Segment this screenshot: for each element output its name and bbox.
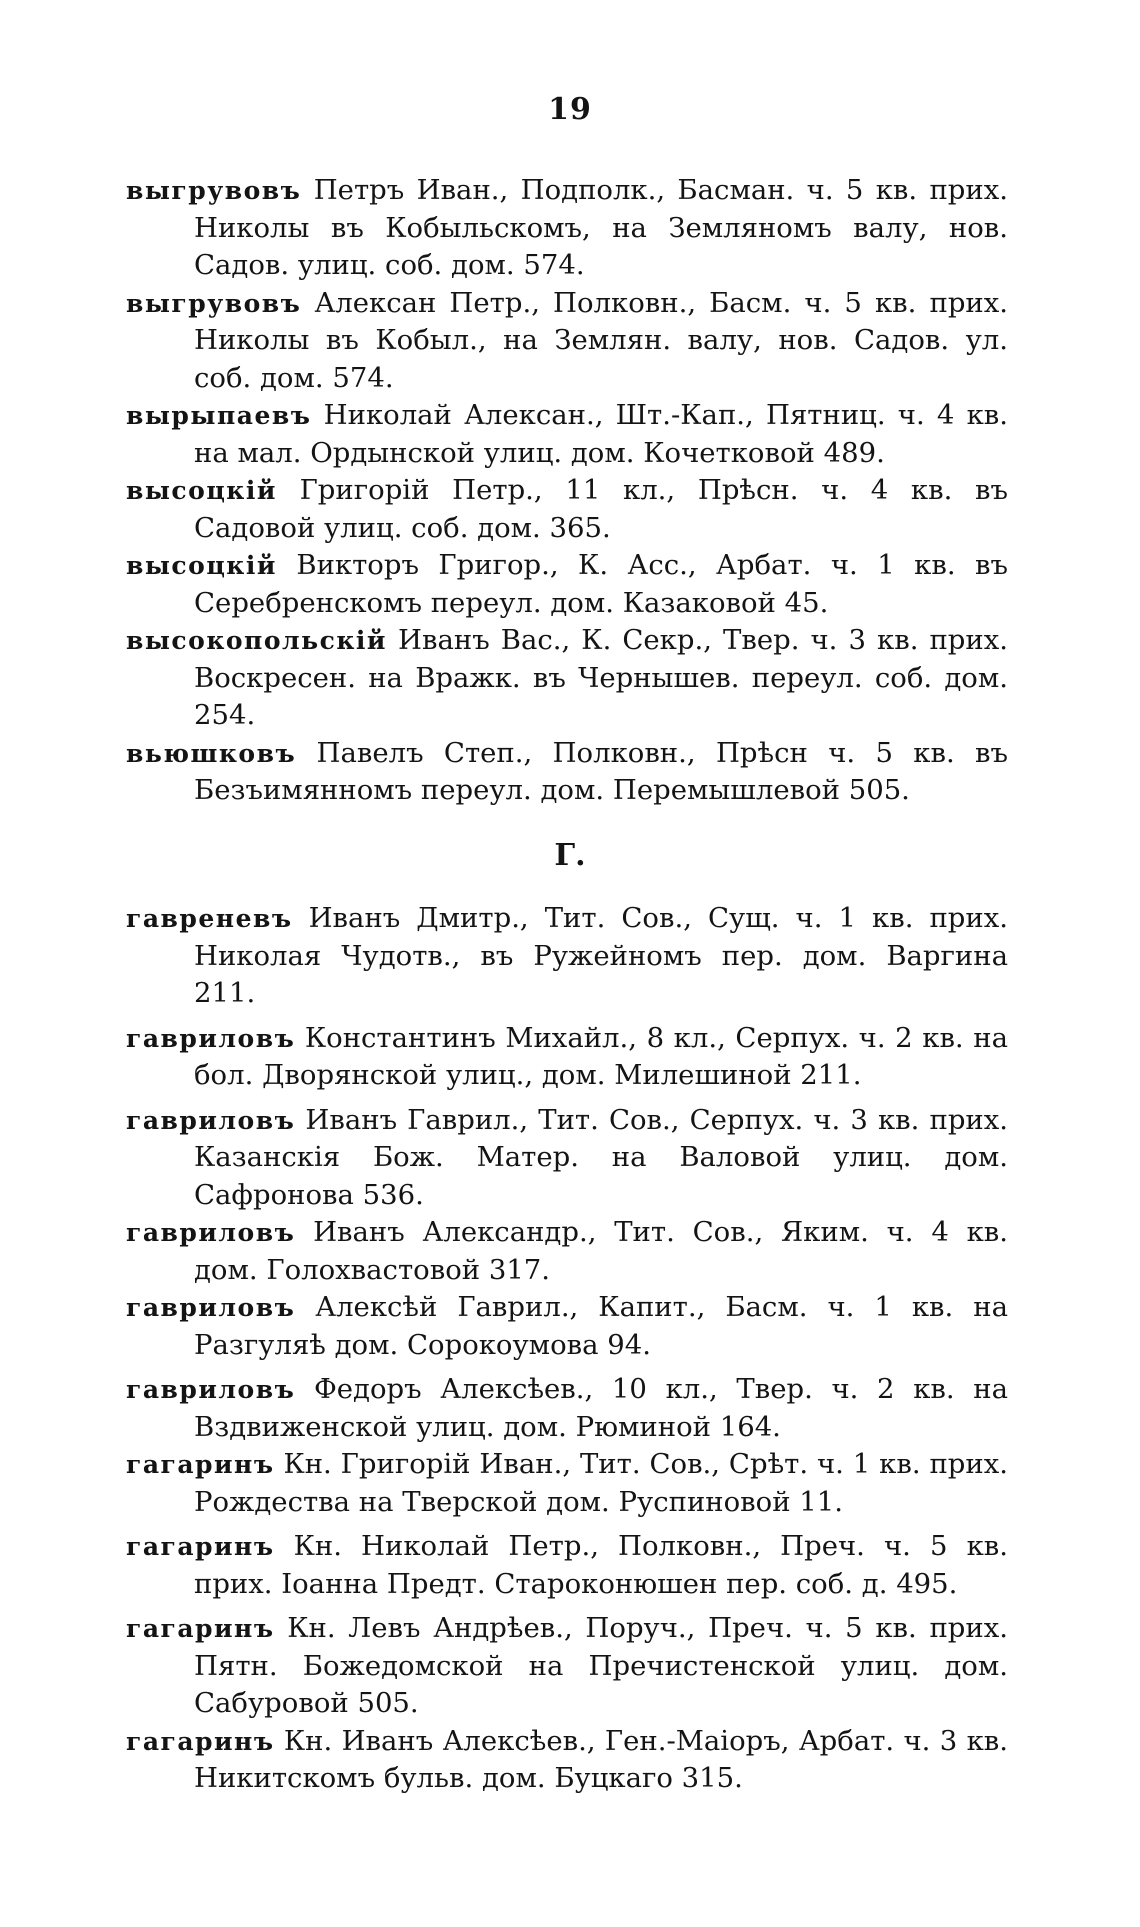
entry-surname: вьюшковъ	[126, 738, 297, 768]
entry-details: Константинъ Михайл., 8 кл., Серпух. ч. 2 кв. на бол. Дворянской улиц., дом. Милешиной 211.	[194, 1021, 1008, 1091]
directory-entry	[126, 172, 1008, 285]
entry-surname: гагаринъ	[126, 1450, 275, 1479]
entry-surname: гагаринъ	[126, 1726, 275, 1756]
entry-details: Федоръ Алексѣев., 10 кл., Твер. ч. 2 кв. на Вздвиженской улиц. дом. Рюминой 164.	[194, 1373, 1008, 1443]
entry-details: Кн. Иванъ Алексѣев., Ген.-Маіоръ, Арбат. ч. 3 кв. Никитскомъ бульв. дом. Буцкаго 315.	[194, 1724, 1009, 1794]
directory-entry	[126, 900, 1008, 1013]
directory-entry	[126, 472, 1008, 547]
entry-surname: высокопольскій	[126, 626, 387, 655]
entry-surname: гавриловъ	[126, 1293, 296, 1322]
entry-details: Николай Алексан., Шт.-Кап., Пятниц. ч. 4 кв. на мал. Ордынской улиц. дом. Кочетковой 489.	[194, 399, 1008, 469]
entry-details: Петръ Иван., Подполк., Басман. ч. 5 кв. прих. Николы въ Кобыльскомъ, на Земляномъ валу, нов. Садов. улиц. соб. дом. 574.	[194, 174, 1008, 281]
entry-surname: гавриловъ	[126, 1375, 296, 1404]
entries-after-section	[126, 900, 1008, 1798]
entry-surname: выгрувовъ	[126, 176, 302, 205]
entry-surname: гавриловъ	[126, 1218, 296, 1247]
directory-entry	[126, 1102, 1008, 1215]
entry-details: Иванъ Вас., К. Секр., Твер. ч. 3 кв. прих. Воскресен. на Вражк. въ Чернышев. переул. соб. дом. 254.	[194, 624, 1008, 731]
entry-details: Алексан Петр., Полковн., Басм. ч. 5 кв. прих. Николы въ Кобыл., на Землян. валу, нов. Садов. ул. соб. дом. 574.	[194, 286, 1008, 394]
entry-details: Кн. Николай Петр., Полковн., Преч. ч. 5 кв. прих. Іоанна Предт. Староконюшен пер. соб. д. 495.	[194, 1530, 1008, 1600]
entry-details: Павелъ Степ., Полковн., Прѣсн ч. 5 кв. въ Безъимянномъ переул. дом. Перемышлевой 505.	[194, 736, 1008, 806]
directory-entry	[126, 1528, 1008, 1603]
entry-surname: гагаринъ	[126, 1532, 275, 1561]
directory-entry	[126, 1020, 1008, 1095]
directory-entry	[126, 1723, 1008, 1798]
directory-entry	[126, 1214, 1008, 1289]
entry-surname: вырыпаевъ	[126, 401, 312, 430]
directory-entry	[126, 735, 1008, 810]
directory-entry	[126, 1289, 1008, 1364]
directory-entry	[126, 547, 1008, 622]
entry-surname: выгрувовъ	[126, 288, 302, 318]
entries-before-section	[126, 172, 1008, 810]
directory-entry	[126, 1610, 1008, 1723]
entry-surname: гавриловъ	[126, 1023, 296, 1053]
directory-entry	[126, 1371, 1008, 1446]
entry-details: Викторъ Григор., К. Асс., Арбат. ч. 1 кв. въ Серебренскомъ переул. дом. Казаковой 45.	[194, 549, 1008, 619]
directory-entry	[126, 397, 1008, 472]
entry-surname: высоцкій	[126, 476, 277, 505]
directory-entry	[126, 285, 1008, 398]
directory-entry	[126, 1446, 1008, 1521]
directory-entry	[126, 622, 1008, 735]
entry-surname: гавриловъ	[126, 1105, 296, 1135]
entry-details: Иванъ Дмитр., Тит. Сов., Сущ. ч. 1 кв. прих. Николая Чудотв., въ Ружейномъ пер. дом. Варгина 211.	[194, 902, 1008, 1009]
entry-surname: гагаринъ	[126, 1614, 275, 1643]
entry-surname: высоцкій	[126, 551, 277, 580]
page-number: 19	[548, 92, 592, 127]
entry-details: Кн. Григорій Иван., Тит. Сов., Срѣт. ч. 1 кв. прих. Рождества на Тверской дом. Руспиновой 11.	[194, 1448, 1008, 1518]
entry-surname: гавреневъ	[126, 904, 293, 933]
entry-details: Григорій Петр., 11 кл., Прѣсн. ч. 4 кв. въ Садовой улиц. соб. дом. 365.	[194, 474, 1008, 544]
entry-details: Алексѣй Гаврил., Капит., Басм. ч. 1 кв. на Разгуляѣ дом. Сорокоумова 94.	[194, 1291, 1008, 1361]
entry-details: Иванъ Александр., Тит. Сов., Яким. ч. 4 кв. дом. Голохвастовой 317.	[194, 1216, 1009, 1286]
section-letter-heading: Г.	[554, 838, 586, 873]
entry-details: Кн. Левъ Андрѣев., Поруч., Преч. ч. 5 кв. прих. Пятн. Божедомской на Пречистенской улиц. дом. Сабуровой 505.	[194, 1612, 1008, 1719]
entry-details: Иванъ Гаврил., Тит. Сов., Серпух. ч. 3 кв. прих. Казанскія Бож. Матер. на Валовой улиц. дом. Сафронова 536.	[194, 1103, 1009, 1211]
